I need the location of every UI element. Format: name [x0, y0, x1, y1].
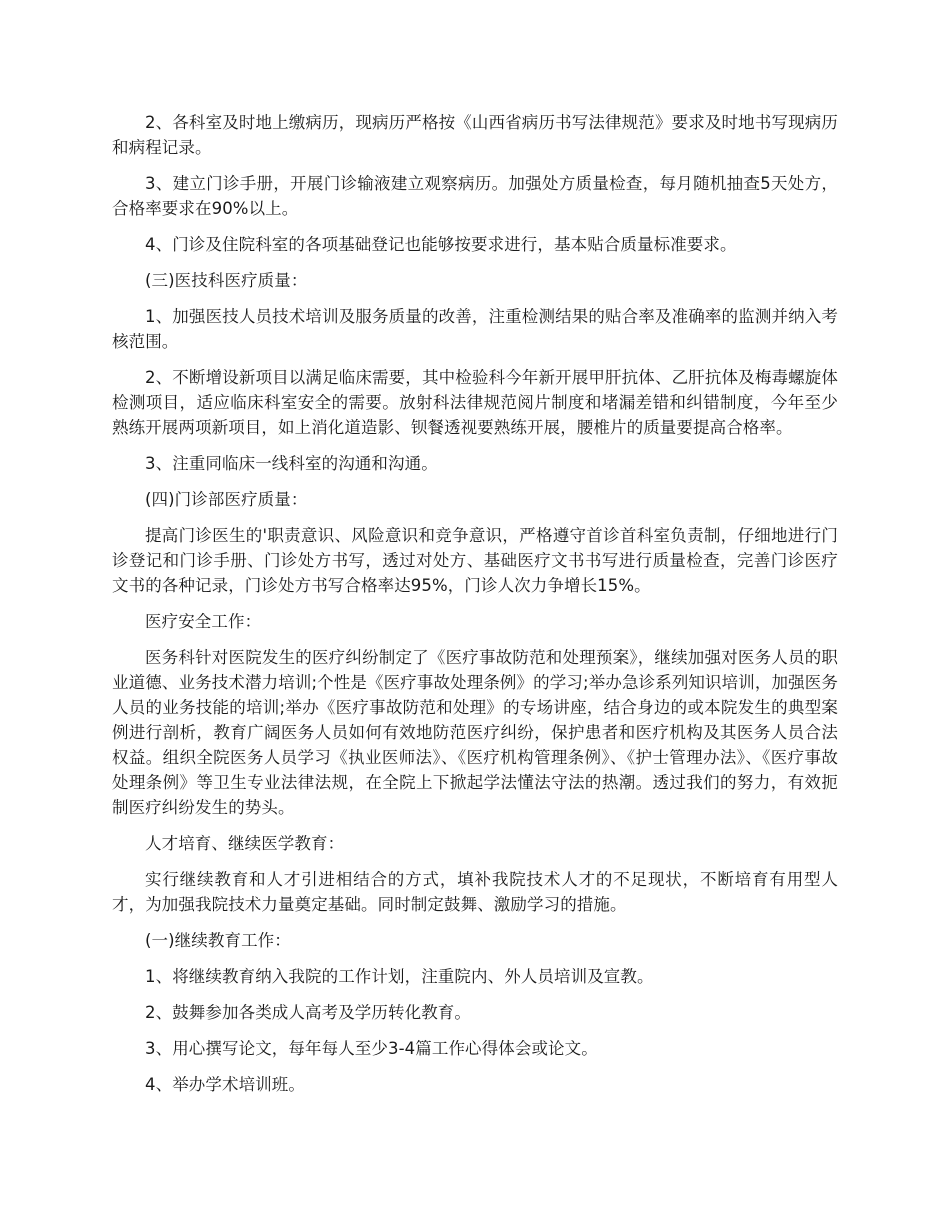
section-heading: 医疗安全工作： — [145, 612, 262, 631]
paragraph: 实行继续教育和人才引进相结合的方式，填补我院技术人才的不足现状，不断培育有用型人才，为加强我院技术力量奠定基础。同时制定鼓舞、激励学习的措施。 — [112, 870, 838, 914]
paragraph: 3、注重同临床一线科室的沟通和沟通。 — [145, 454, 438, 473]
paragraph: 4、门诊及住院科室的各项基础登记也能够按要求进行，基本贴合质量标准要求。 — [145, 235, 737, 254]
document-body — [112, 110, 838, 1108]
paragraph: 2、各科室及时地上缴病历，现病历严格按《山西省病历书写法律规范》要求及时地书写现病历和病程记录。 — [112, 113, 838, 157]
paragraph: 提高门诊医生的'职责意识、风险意识和竞争意识，严格遵守首诊首科室负责制，仔细地进行门诊登记和门诊手册、门诊处方书写，透过对处方、基础医疗文书书写进行质量检查，完善门诊医疗文书的各种记录，门诊处方书写合格率达95%，门诊人次力争增长15%。 — [112, 526, 838, 595]
list-item: 1、将继续教育纳入我院的工作计划，注重院内、外人员培训及宣教。 — [145, 967, 654, 986]
list-item: 3、用心撰写论文，每年每人至少3-4篇工作心得体会或论文。 — [145, 1039, 598, 1058]
list-item: 4、举办学术培训班。 — [145, 1075, 305, 1094]
paragraph: 3、建立门诊手册，开展门诊输液建立观察病历。加强处方质量检查，每月随机抽查5天处方，合格率要求在90%以上。 — [112, 174, 838, 218]
paragraph: 1、加强医技人员技术培训及服务质量的改善，注重检测结果的贴合率及准确率的监测并纳入考核范围。 — [112, 307, 838, 351]
paragraph: 2、不断增设新项目以满足临床需要，其中检验科今年新开展甲肝抗体、乙肝抗体及梅毒螺旋体检测项目，适应临床科室安全的需要。放射科法律规范阅片制度和堵漏差错和纠错制度，今年至少熟练开展两项新项目，如上消化道造影、钡餐透视要熟练开展，腰椎片的质量要提高合格率。 — [112, 368, 838, 437]
list-item: 2、鼓舞参加各类成人高考及学历转化教育。 — [145, 1003, 471, 1022]
section-heading: (四)门诊部医疗质量： — [145, 490, 308, 509]
section-heading: (一)继续教育工作： — [145, 931, 291, 950]
paragraph: 医务科针对医院发生的医疗纠纷制定了《医疗事故防范和处理预案》，继续加强对医务人员的职业道德、业务技术潜力培训;个性是《医疗事故处理条例》的学习;举办急诊系列知识培训，加强医务人员的业务技能的培训;举办《医疗事故防范和处理》的专场讲座，结合身边的或本院发生的典型案例进行剖析，教育广阔医务人员如何有效地防范医疗纠纷，保护患者和医疗机构及其医务人员合法权益。组织全院医务人员学习《执业医师法》、《医疗机构管理条例》、《护士管理办法》、《医疗事故处理条例》等卫生专业法律法规，在全院上下掀起学法懂法守法的热潮。透过我们的努力，有效扼制医疗纠纷发生的势头。 — [112, 648, 838, 817]
section-heading: (三)医技科医疗质量： — [145, 271, 308, 290]
section-heading: 人才培育、继续医学教育： — [145, 834, 345, 853]
